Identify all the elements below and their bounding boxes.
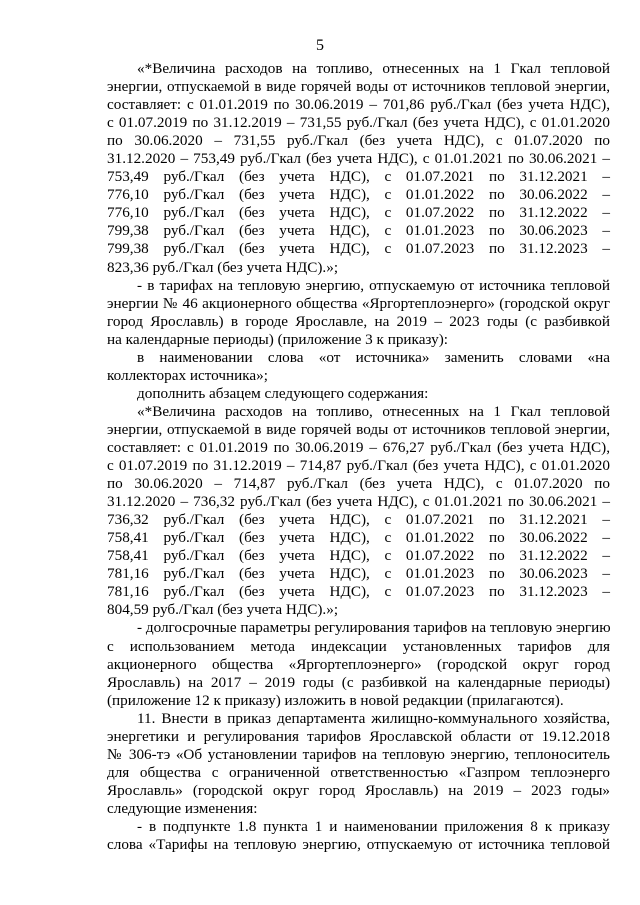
text-line: следующие изменения: — [107, 799, 258, 817]
text-line: (приложение 12 к приказу) изложить в новой редакции (прилагаются). — [107, 691, 564, 709]
text-line: 799,38 руб./Гкал (без учета НДС), с 01.07.2023 по 31.12.2023 – — [107, 240, 610, 258]
text-line: № 306-тэ «Об установлении тарифов на тепловую энергию, теплоноситель — [107, 745, 610, 763]
text-line: 758,41 руб./Гкал (без учета НДС), с 01.01.2022 по 30.06.2022 – — [107, 529, 610, 547]
text-line: 823,36 руб./Гкал (без учета НДС).»; — [107, 258, 339, 276]
text-line: Ярославль» (городской округ город Ярославль) на 2019 – 2023 годы» — [107, 781, 610, 799]
text-line: дополнить абзацем следующего содержания: — [137, 384, 429, 402]
text-line: по 30.06.2020 – 714,87 руб./Гкал (без учета НДС), с 01.07.2020 по — [107, 475, 610, 493]
text-line: составляет: с 01.01.2019 по 30.06.2019 – 701,86 руб./Гкал (без учета НДС), — [107, 96, 610, 114]
text-line: в наименовании слова «от источника» заменить словами «на — [137, 348, 610, 366]
text-line: «*Величина расходов на топливо, отнесенных на 1 Гкал тепловой — [137, 60, 610, 77]
text-line: акционерного общества «Яргортеплоэнерго» (городской округ город — [107, 655, 610, 673]
text-line: энергии, отпускаемой в виде горячей воды от источников тепловой энергии, — [107, 78, 610, 96]
text-line: Ярославль) на 2017 – 2019 годы (с разбивкой на календарные периоды) — [107, 673, 610, 691]
text-line: 781,16 руб./Гкал (без учета НДС), с 01.07.2023 по 31.12.2023 – — [107, 583, 610, 601]
text-line: 11. Внести в приказ департамента жилищно-коммунального хозяйства, — [137, 709, 610, 727]
text-line: с 01.07.2019 по 31.12.2019 – 714,87 руб./Гкал (без учета НДС), с 01.01.2020 — [107, 457, 610, 475]
text-line: энергии № 46 акционерного общества «Яргортеплоэнерго» (городской округ — [107, 294, 610, 312]
text-line: по 30.06.2020 – 731,55 руб./Гкал (без учета НДС), с 01.07.2020 по — [107, 132, 610, 150]
text-line: с 01.07.2019 по 31.12.2019 – 731,55 руб./Гкал (без учета НДС), с 01.01.2020 — [107, 114, 610, 132]
document-body — [107, 60, 610, 854]
text-line: энергии, отпускаемой в виде горячей воды от источников тепловой энергии, — [107, 420, 610, 438]
text-line: 753,49 руб./Гкал (без учета НДС), с 01.07.2021 по 31.12.2021 – — [107, 168, 610, 186]
text-line: энергетики и регулирования тарифов Ярославской области от 19.12.2018 — [107, 727, 610, 745]
text-line: 758,41 руб./Гкал (без учета НДС), с 01.07.2022 по 31.12.2022 – — [107, 547, 610, 565]
text-line: 31.12.2020 – 753,49 руб./Гкал (без учета НДС), с 01.01.2021 по 30.06.2021 – — [107, 150, 610, 168]
text-line: 776,10 руб./Гкал (без учета НДС), с 01.01.2022 по 30.06.2022 – — [107, 186, 610, 204]
text-line: 736,32 руб./Гкал (без учета НДС), с 01.07.2021 по 31.12.2021 – — [107, 511, 610, 529]
text-line: 31.12.2020 – 736,32 руб./Гкал (без учета НДС), с 01.01.2021 по 30.06.2021 – — [107, 493, 610, 511]
text-line: коллекторах источника»; — [107, 366, 268, 384]
text-line: на календарные периоды) (приложение 3 к приказу): — [107, 330, 448, 348]
text-line: составляет: с 01.01.2019 по 30.06.2019 – 676,27 руб./Гкал (без учета НДС), — [107, 438, 610, 456]
text-line: - в подпункте 1.8 пункта 1 и наименовании приложения 8 к приказу — [137, 817, 610, 835]
text-line: 804,59 руб./Гкал (без учета НДС).»; — [107, 601, 339, 619]
text-line: - в тарифах на тепловую энергию, отпускаемую от источника тепловой — [137, 276, 610, 294]
text-line: 781,16 руб./Гкал (без учета НДС), с 01.01.2023 по 30.06.2023 – — [107, 565, 610, 583]
text-line: для общества с ограниченной ответственностью «Газпром теплоэнерго — [107, 763, 610, 781]
text-line: слова «Тарифы на тепловую энергию, отпускаемую от источника тепловой — [107, 836, 610, 854]
text-line: с использованием метода индексации установленных тарифов для — [107, 637, 610, 655]
text-line: «*Величина расходов на топливо, отнесенных на 1 Гкал тепловой — [137, 402, 610, 420]
text-line: - долгосрочные параметры регулирования тарифов на тепловую энергию — [137, 619, 611, 637]
text-line: город Ярославль) в городе Ярославле, на 2019 – 2023 годы (с разбивкой — [107, 312, 610, 330]
page-number: 5 — [316, 37, 324, 54]
text-line: 776,10 руб./Гкал (без учета НДС), с 01.07.2022 по 31.12.2022 – — [107, 204, 610, 222]
text-line: 799,38 руб./Гкал (без учета НДС), с 01.01.2023 по 30.06.2023 – — [107, 222, 610, 240]
